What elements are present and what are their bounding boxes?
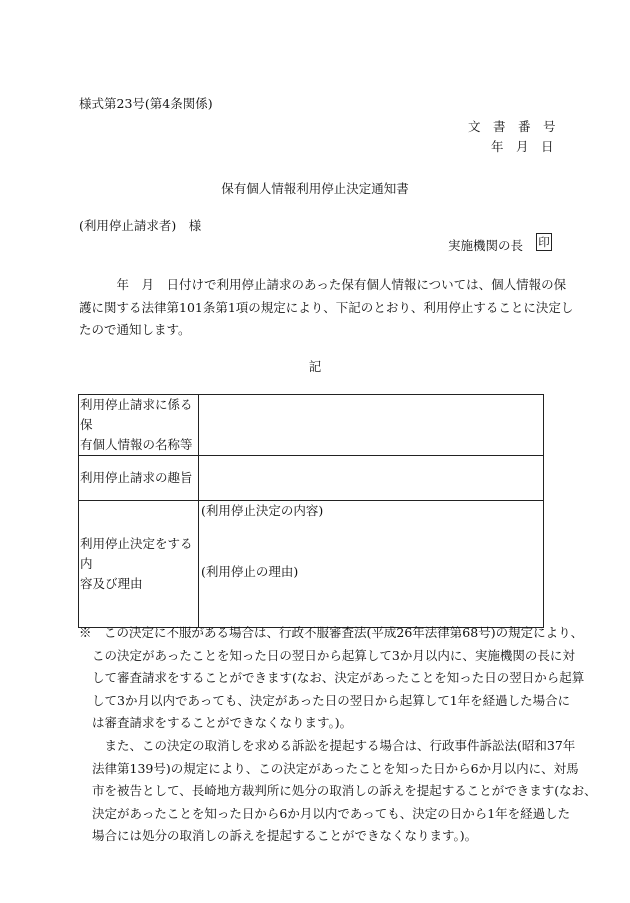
notice-body (79, 274, 574, 342)
decision-table (78, 394, 544, 628)
note-line: して審査請求をすることができます(なお、決定があったことを知った日の翌日から起算 (92, 670, 585, 686)
decision-reason-label: (利用停止の理由) (201, 564, 299, 579)
label-line: 容及び理由 (80, 576, 143, 591)
body-line: 年 月 日付けで利用停止請求のあった保有個人情報については、個人情報の保 (79, 277, 567, 292)
addressee: (利用停止請求者) 様 (79, 218, 202, 233)
issuer-title: 実施機関の長 (448, 238, 524, 253)
row-label-request-purpose: 利用停止請求の趣旨 (79, 456, 199, 501)
note-line: また、この決定の取消しを求める訴訟を提起する場合は、行政事件訴訟法(昭和37年 (92, 737, 576, 753)
note-line: は審査請求をすることができなくなります。)。 (92, 715, 353, 731)
decision-content-label: (利用停止決定の内容) (201, 503, 324, 518)
body-line: 護に関する法律第101条第1項の規定により、下記のとおり、利用停止することに決定し (79, 299, 574, 315)
value-cell-info-name[interactable] (199, 395, 544, 456)
label-line: 利用停止決定をする内 (80, 536, 193, 571)
form-number: 様式第23号(第4条関係) (79, 96, 213, 111)
value-cell-request-purpose[interactable] (199, 456, 544, 501)
note-line: 市を被告として、長崎地方裁判所に処分の取消しの訴えを提起することができます(なお、 (92, 783, 597, 799)
table-row (79, 501, 544, 628)
appeal-notes (79, 622, 597, 848)
document-title: 保有個人情報利用停止決定通知書 (221, 181, 409, 196)
note-line: 法律第139号)の規定により、この決定があったことを知った日から6か月以内に、対馬 (92, 760, 579, 776)
table-row (79, 395, 544, 456)
row-label-decision (79, 501, 199, 628)
row-label-info-name (79, 395, 199, 456)
seal-mark: 印 (536, 233, 552, 251)
body-line: たので通知します。 (79, 322, 191, 337)
ki-heading: 記 (308, 359, 322, 374)
note-line: ※ この決定に不服がある場合は、行政不服審査法(平成26年法律第68号)の規定により、 (79, 625, 584, 640)
note-line: して3か月以内であっても、決定があった日の翌日から起算して1年を経過した場合に (92, 692, 571, 708)
value-cell-decision[interactable] (199, 501, 544, 628)
label-line: 有個人情報の名称等 (80, 437, 193, 452)
note-line: 場合には処分の取消しの訴えを提起することができなくなります。)。 (92, 828, 478, 844)
table-row (79, 456, 544, 501)
document-date-label: 年 月 日 (491, 139, 554, 154)
note-line: この決定があったことを知った日の翌日から起算して3か月以内に、実施機関の長に対 (92, 647, 575, 663)
label-line: 利用停止請求に係る保 (80, 397, 193, 432)
note-line: 決定があったことを知った日から6か月以内であっても、決定の日から1年を経過した (92, 805, 571, 821)
document-number-label: 文 書 番 号 (468, 119, 556, 134)
